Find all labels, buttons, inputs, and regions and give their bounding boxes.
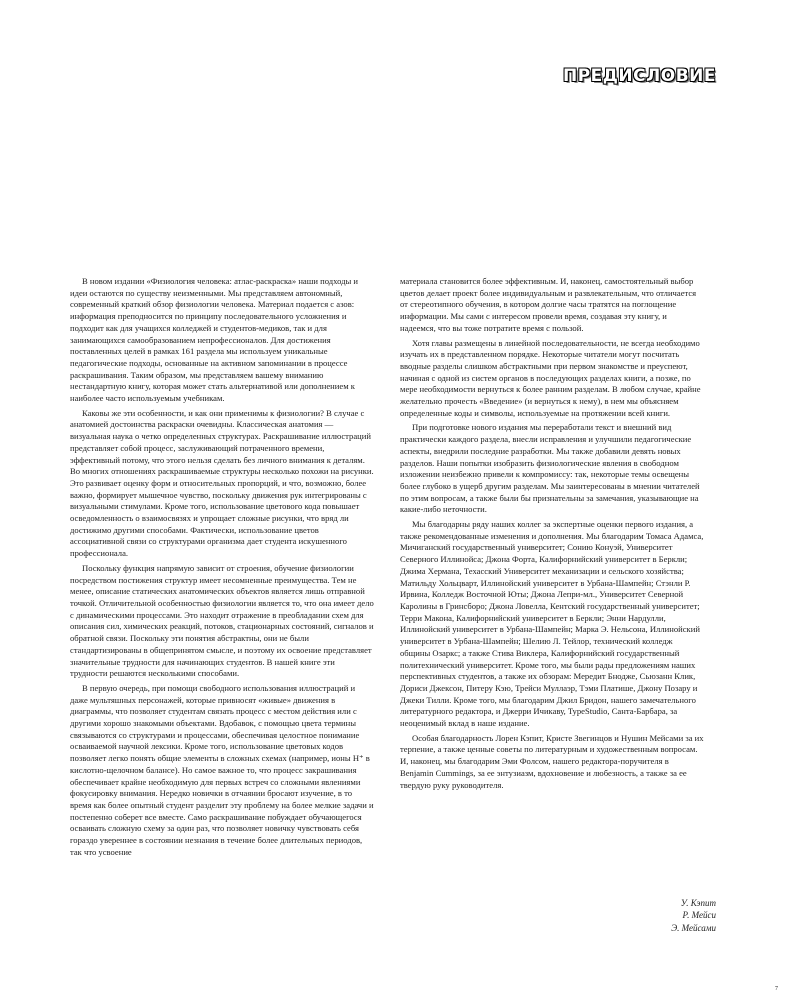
- text-column-right: [400, 276, 704, 791]
- signature-name: Э. Мейсами: [671, 922, 716, 933]
- paragraph: В первую очередь, при помощи свободного использования иллюстраций и даже мультяшных персонажей, которые привносят «живые» движения в диаграммы, что позволяет студентам связать процесс с местом действия или с другими хорошо знакомыми объектами. Вдобавок, с помощью цвета термины связываются со структурами и процессами, обеспечивая целостное понимание осваиваемой научной лексики. Кроме того, использование цветовых кодов позволяет легко понять общие элементы в сложных схемах (например, ионы H⁺ в кислотно-щелочном балансе). Но самое важное то, что процесс закрашивания обеспечивает крайне необходимую для первых встреч со сложными явлениями фокусировку внимания. Нередко новички в отчаянии бросают изучение, в то время как более опытный студент разделит эту проблему на более мелкие задачи и постепенно соберет все вместе. Само раскрашивание побуждает обучающегося осваивать сложную схему за один раз, что позволяет новичку чувствовать себя гораздо увереннее в состоянии незнания в течение более длительных периодов, так что усвоение: [70, 682, 374, 857]
- text-column-left: [70, 276, 374, 858]
- paragraph: Поскольку функция напрямую зависит от строения, обучение физиологии посредством постижения структур имеет несомненные преимущества. Тем не менее, описание статических анатомических объектов является лишь отправной точкой. Отличительной особенностью физиологии является то, что она имеет дело с динамическими процессами. Это находит отражение в преобладании схем для описания сил, химических реакций, потоков, стационарных состояний, сигналов и обратной связи. Поскольку эти понятия абстрактны, они не были стандартизированы в общепринятом смысле, и поэтому их освоение представляет значительные трудности для начинающих студентов. В нашей книге эти трудности решаются несколькими способами.: [70, 562, 374, 679]
- paragraph: Хотя главы размещены в линейной последовательности, не всегда необходимо изучать их в представленном порядке. Некоторые читатели могут посчитать вводные разделы слишком абстрактными при первом знакомстве и преуспеют, начиная с одной из систем органов в последующих разделах книги, а позже, по мере необходимости вернуться к более ранним разделам. В любом случае, крайне желательно прочесть «Введение» (и вернуться к нему), в нем мы объясняем определенные коды и символы, используемые на протяжении всей книги.: [400, 337, 701, 418]
- page-title: ПРЕДИСЛОВИЕ: [562, 66, 716, 86]
- signature-block: [671, 897, 716, 934]
- paragraph: Каковы же эти особенности, и как они применимы к физиологии? В случае с анатомией достоинства раскраски очевидны. Классическая анатомия — визуальная наука о четко определенных структурах. Раскрашивание иллюстраций представляет собой процесс, заслуживающий потраченного времени, эффективный потому, что этого нельзя сделать без личного внимания к деталям. Во многих отношениях раскрашиваемые структуры несколько похожи на рисунки. Это развивает оценку форм и относительных пропорций, и что, возможно, более важно, формирует мышечное чувство, поскольку движения рук интегрированы с визуальными стимулами. Кроме того, использование цветового кода повышает осведомленность о взаимосвязях и упрощает сложные рисунки, что вряд ли достижимо другими способами. Фактически, использование цветов ассоциативной связи со структурами организма дает студента искушенного профессионала.: [70, 407, 374, 559]
- paragraph: В новом издании «Физиология человека: атлас-раскраска» наши подходы и идеи остаются по существу неизменными. Мы представляем автономный, современный краткий обзор физиологии человека. Материал подается с азов: информация преподносится по принципу последовательного усложнения и подходит как для учащихся колледжей и студентов-медиков, так и для занимающихся самообразованием непрофессионалов. Для достижения поставленных целей в рамках 161 раздела мы используем уникальные педагогические подходы, основанные на активном запоминании в процессе раскрашивания. Таким образом, мы представляем вашему вниманию нестандартную книгу, которая может стать альтернативой или дополнением к наиболее часто используемым учебникам.: [70, 276, 359, 404]
- signature-name: У. Кэпит: [680, 898, 716, 908]
- paragraph: материала становится более эффективным. И, наконец, самостоятельный выбор цветов делает проект более индивидуальным и развлекательным, что отличается от стереотипного обучения, в котором долгие часы тратятся на поглощение информации. Мы сами с интересом провели время, создавая эту книгу, и надеемся, что вы тоже потратите время с пользой.: [400, 276, 697, 333]
- signature-name: Р. Мейси: [682, 910, 716, 921]
- page-number: 7: [775, 986, 778, 992]
- paragraph: Мы благодарны ряду наших коллег за экспертные оценки первого издания, а также рекомендованные изменения и дополнения. Мы благодарим Томаса Адамса, Мичиганский государственный университет; Сонию Конуэй, Университет Северного Иллинойса; Джона Форта, Калифорнийский университет в Беркли; Джима Хермана, Техасский Университет механизации и сельского хозяйства; Матильду Хольцварт, Иллинойский университет в Урбана-Шампейн; Стэнли Р. Ирвина, Колледж Восточной Юты; Джона Лепри-мл., Университет Северной Каролины в Гринсборо; Джона Ловелла, Кентский государственный университет; Терри Макона, Калифорнийский университет в Беркли; Энни Нардулли, Иллинойский университет в Урбана-Шампейн; Марка Э. Нельсона, Иллинойский университет в Урбана-Шампейн; Шелию Л. Тейлор, технический колледж общины Озаркс; а также Стива Виклера, Калифорнийский государственный политехнический университет. Кроме того, мы были рады предложениям наших перспективных студентов, а также их обзорам: Мередит Бнодже, Сьюзанн Клик, Дориси Джексон, Питеру Кэю, Трейси Муллаэр, Тэми Платише, Джону Позару и Джеки Тилли. Кроме того, мы благодарим Джил Бридон, нашего замечательного литературного редактора, и Джерри Ичикаву, TypeStudio, Санта-Барбара, за неоценимый вклад в наше издание.: [400, 519, 704, 729]
- paragraph: Особая благодарность Лорен Кэпит, Кристе Звегинцов и Нушин Мейсами за их терпение, а также ценные советы по литературным и художественным вопросам. И, наконец, мы благодарим Эми Фолсом, нашего редактора-поручителя в Benjamin Cummings, за ее энтузиазм, вдохновение и любезность, а также за ее твердую руку руководителя.: [400, 732, 704, 790]
- paragraph: При подготовке нового издания мы переработали текст и внешний вид практически каждого раздела, внесли исправления и улучшили педагогические аспекты, внедрили последние разработки. Мы также добавили девять новых разделов. Наши попытки изобразить физиологические явления в свободном изложении неизбежно привели к компромиссу: так, некоторые темы освещены более глубоко в ущерб другим разделам. Мы заинтересованы в мнении читателей по этим вопросам, а также были бы признательны за замечания, указывающие на какие-либо неточности.: [400, 422, 700, 515]
